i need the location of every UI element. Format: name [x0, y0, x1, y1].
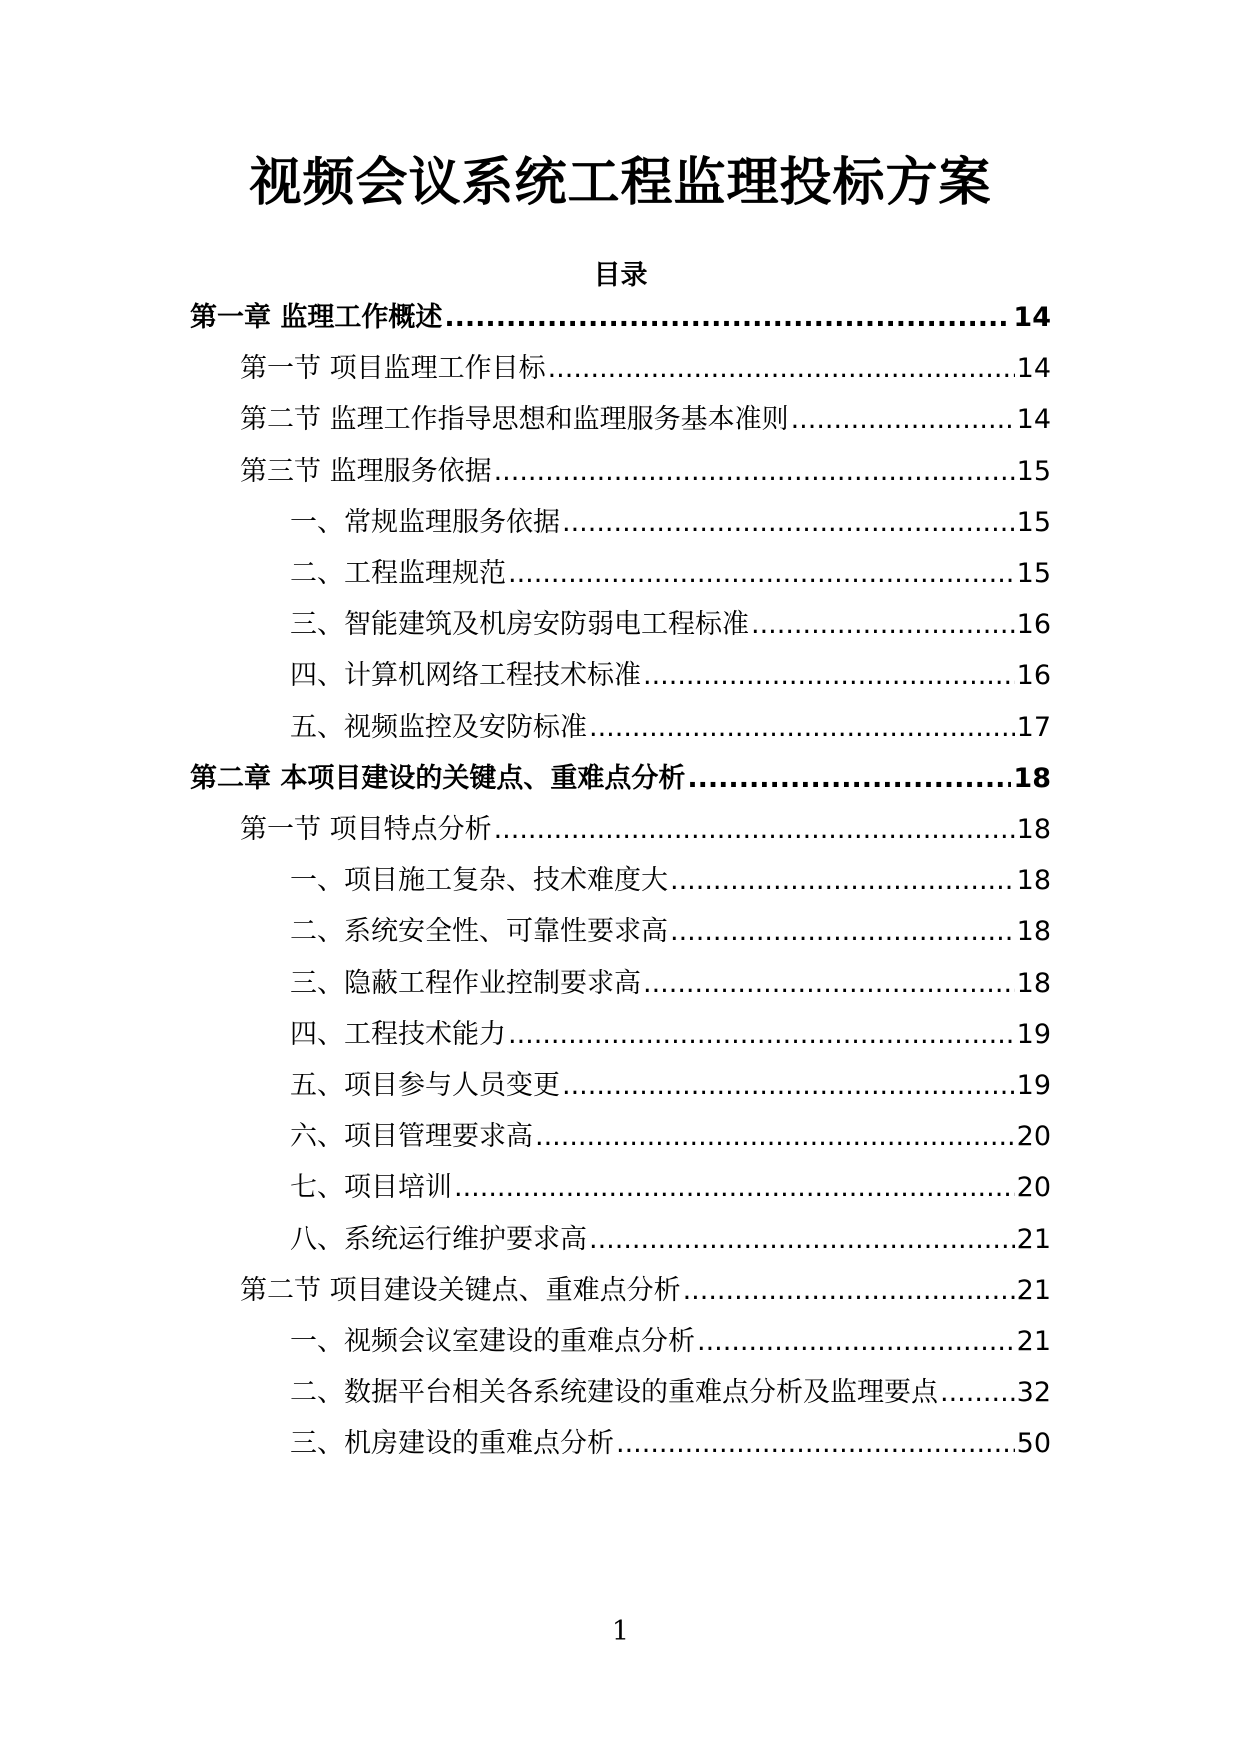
- toc-entry-page: 15: [1016, 456, 1051, 487]
- toc-entry-label: 第一节 项目监理工作目标: [240, 353, 546, 384]
- toc-entry[interactable]: [290, 1420, 1051, 1464]
- toc-entry-page: 19: [1016, 1070, 1051, 1101]
- toc-entry[interactable]: [290, 857, 1051, 901]
- toc-entry-label: 第一章 监理工作概述: [190, 302, 443, 333]
- toc-entry-page: 20: [1016, 1121, 1051, 1152]
- toc-entry-label: 二、数据平台相关各系统建设的重难点分析及监理要点: [290, 1377, 938, 1408]
- toc-entry[interactable]: [290, 960, 1051, 1004]
- toc-entry-label: 第一节 项目特点分析: [240, 814, 492, 845]
- toc-entry[interactable]: [190, 294, 1051, 338]
- toc-entry-label: 一、项目施工复杂、技术难度大: [290, 865, 668, 896]
- toc-entry-label: 三、智能建筑及机房安防弱电工程标准: [290, 609, 749, 640]
- toc-entry[interactable]: [240, 1267, 1051, 1311]
- toc-entry-label: 七、项目培训: [290, 1172, 452, 1203]
- toc-dot-leader: [494, 810, 1015, 850]
- toc-dot-leader: [535, 1117, 1015, 1157]
- toc-dot-leader: [548, 349, 1015, 389]
- toc-dot-leader: [791, 400, 1015, 440]
- toc-entry[interactable]: [290, 1318, 1051, 1362]
- toc-entry-page: 14: [1013, 302, 1051, 333]
- toc-entry-page: 18: [1013, 763, 1051, 794]
- toc-entry-label: 二、工程监理规范: [290, 558, 506, 589]
- toc-entry[interactable]: [290, 908, 1051, 952]
- toc-entry-page: 16: [1016, 660, 1051, 691]
- toc-entry-page: 32: [1016, 1377, 1051, 1408]
- toc-entry[interactable]: [290, 1062, 1051, 1106]
- toc-entry-page: 19: [1016, 1019, 1051, 1050]
- toc-entry-page: 21: [1016, 1224, 1051, 1255]
- toc-dot-leader: [940, 1373, 1015, 1413]
- toc-entry-page: 21: [1016, 1326, 1051, 1357]
- toc-entry[interactable]: [290, 1369, 1051, 1413]
- toc-entry-page: 16: [1016, 609, 1051, 640]
- toc-entry-label: 八、系统运行维护要求高: [290, 1224, 587, 1255]
- toc-dot-leader: [697, 1322, 1015, 1362]
- toc-dot-leader: [683, 1271, 1015, 1311]
- toc-entry[interactable]: [290, 550, 1051, 594]
- toc-entry-label: 六、项目管理要求高: [290, 1121, 533, 1152]
- toc-entry[interactable]: [290, 1011, 1051, 1055]
- toc-entry-page: 14: [1016, 353, 1051, 384]
- toc-entry[interactable]: [240, 806, 1051, 850]
- toc-entry-label: 五、视频监控及安防标准: [290, 712, 587, 743]
- toc-entry[interactable]: [290, 652, 1051, 696]
- toc-entry[interactable]: [190, 755, 1051, 799]
- page-number: 1: [611, 1616, 630, 1647]
- toc-dot-leader: [444, 298, 1011, 338]
- toc-entry-label: 一、视频会议室建设的重难点分析: [290, 1326, 695, 1357]
- toc-entry-page: 21: [1016, 1275, 1051, 1306]
- toc-entry-label: 五、项目参与人员变更: [290, 1070, 560, 1101]
- toc-entry-page: 18: [1016, 814, 1051, 845]
- toc-entry[interactable]: [290, 601, 1051, 645]
- toc-entry-label: 第二节 项目建设关键点、重难点分析: [240, 1275, 681, 1306]
- toc-dot-leader: [494, 452, 1015, 492]
- toc-heading: 目录: [593, 260, 648, 291]
- toc-dot-leader: [670, 912, 1015, 952]
- toc-dot-leader: [454, 1168, 1015, 1208]
- toc-dot-leader: [562, 503, 1015, 543]
- toc-entry-label: 三、机房建设的重难点分析: [290, 1428, 614, 1459]
- toc-dot-leader: [589, 1220, 1015, 1260]
- toc-entry[interactable]: [290, 704, 1051, 748]
- toc-entry-page: 15: [1016, 558, 1051, 589]
- toc-dot-leader: [751, 605, 1015, 645]
- toc-entry-label: 第二章 本项目建设的关键点、重难点分析: [190, 763, 686, 794]
- toc-dot-leader: [589, 708, 1015, 748]
- toc-dot-leader: [643, 656, 1015, 696]
- toc-entry-page: 18: [1016, 968, 1051, 999]
- toc-entry-page: 15: [1016, 507, 1051, 538]
- toc-entry-label: 一、常规监理服务依据: [290, 507, 560, 538]
- toc-entry-page: 17: [1016, 712, 1051, 743]
- toc-entry[interactable]: [290, 1164, 1051, 1208]
- toc-dot-leader: [508, 1015, 1015, 1055]
- toc-entry-page: 20: [1016, 1172, 1051, 1203]
- document-title: 视频会议系统工程监理投标方案: [249, 153, 992, 213]
- toc-entry[interactable]: [290, 499, 1051, 543]
- toc-entry-label: 三、隐蔽工程作业控制要求高: [290, 968, 641, 999]
- toc-entry-label: 二、系统安全性、可靠性要求高: [290, 916, 668, 947]
- toc-dot-leader: [670, 861, 1015, 901]
- toc-entry[interactable]: [240, 345, 1051, 389]
- toc-entry-page: 50: [1016, 1428, 1051, 1459]
- toc-entry[interactable]: [240, 396, 1051, 440]
- toc-dot-leader: [616, 1424, 1015, 1464]
- toc-entry-label: 第三节 监理服务依据: [240, 456, 492, 487]
- toc-dot-leader: [562, 1066, 1015, 1106]
- toc-entry-label: 四、工程技术能力: [290, 1019, 506, 1050]
- toc-entry[interactable]: [290, 1216, 1051, 1260]
- toc-entry-label: 四、计算机网络工程技术标准: [290, 660, 641, 691]
- toc-dot-leader: [643, 964, 1015, 1004]
- toc-entry[interactable]: [290, 1113, 1051, 1157]
- toc-entry[interactable]: [240, 448, 1051, 492]
- toc-entry-page: 14: [1016, 404, 1051, 435]
- toc-entry-page: 18: [1016, 916, 1051, 947]
- toc-dot-leader: [687, 759, 1011, 799]
- toc-dot-leader: [508, 554, 1015, 594]
- toc-entry-label: 第二节 监理工作指导思想和监理服务基本准则: [240, 404, 789, 435]
- toc-entry-page: 18: [1016, 865, 1051, 896]
